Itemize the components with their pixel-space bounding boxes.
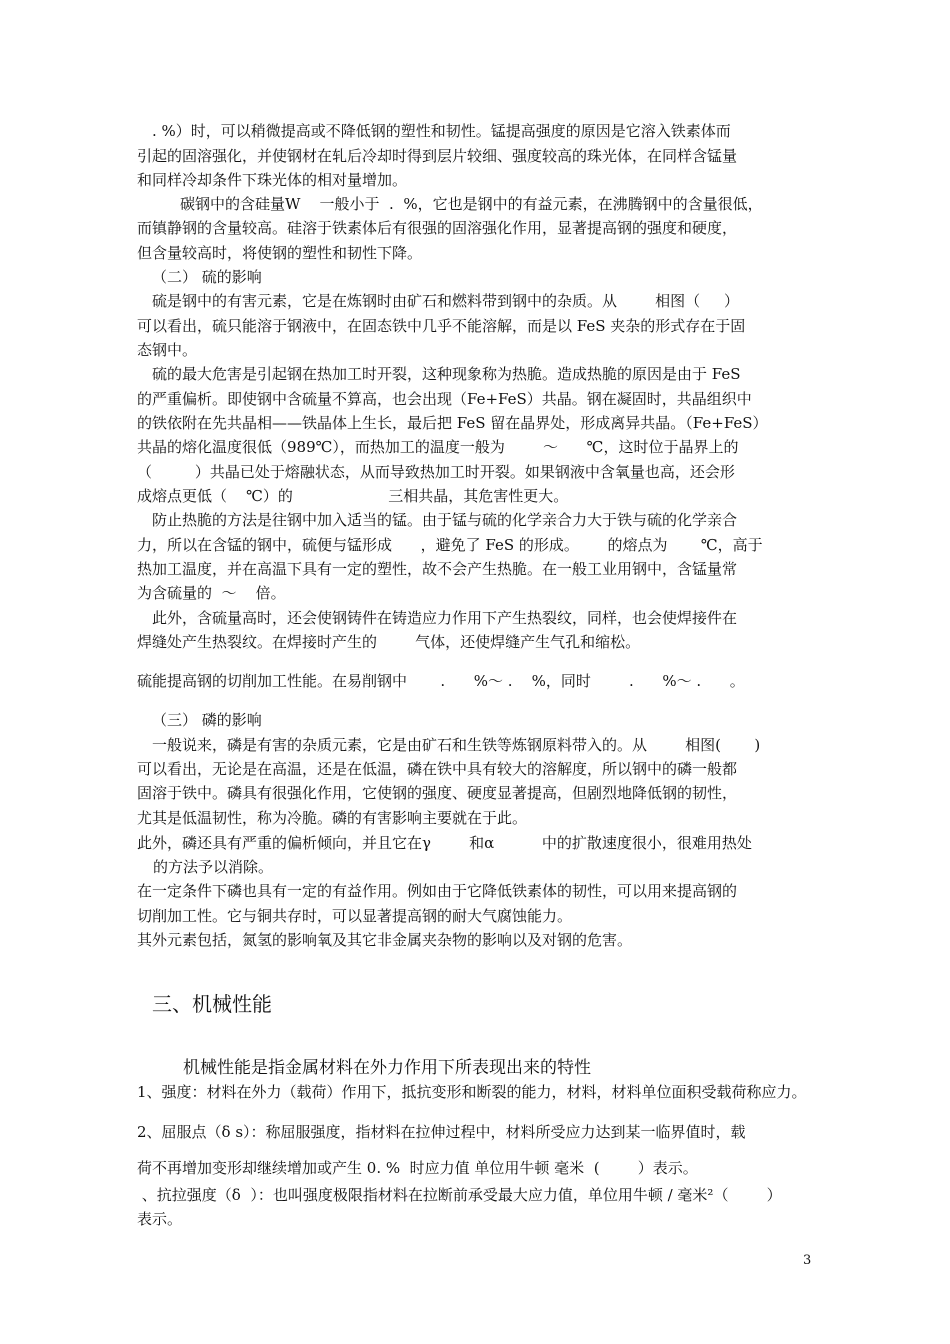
text-line: . %）时，可以稍微提高或不降低钢的塑性和韧性。锰提高强度的原因是它溶入铁素体而 [152, 122, 731, 140]
text-line: 此外，含硫量高时，还会使钢铸件在铸造应力作用下产生热裂纹，同样，也会使焊接件在 [152, 609, 738, 627]
text-line: 2、屈服点（δ s）：称屈服强度，指材料在拉伸过程中，材料所受应力达到某一临界值时，载 [137, 1123, 746, 1141]
text-line: 硫的最大危害是引起钢在热加工时开裂，这种现象称为热脆。造成热脆的原因是由于 FeS [152, 365, 741, 383]
chapter-heading: 三、机械性能 [152, 992, 272, 1016]
text-line: 为含硫量的 ～ 倍。 [137, 584, 286, 602]
text-line: 1、强度：材料在外力（载荷）作用下，抵抗变形和断裂的能力，材料，材料单位面积受载荷称应力。 [137, 1083, 807, 1101]
text-line: 碳钢中的含硅量W 一般小于 . %，它也是钢中的有益元素，在沸腾钢中的含量很低， [180, 195, 763, 213]
text-line: 一般说来，磷是有害的杂质元素，它是由矿石和生铁等炼钢原料带入的。从 相图( ) [152, 736, 761, 754]
text-line: 可以看出，无论是在高温，还是在低温，磷在铁中具有较大的溶解度，所以钢中的磷一般都 [137, 760, 738, 778]
text-line: 的方法予以消除。 [153, 858, 274, 876]
text-line: 焊缝处产生热裂纹。在焊接时产生的 气体，还使焊缝产生气孔和缩松。 [137, 633, 641, 651]
text-line: 成熔点更低（ ℃）的 三相共晶，其危害性更大。 [137, 487, 569, 505]
text-line: 表示。 [137, 1210, 183, 1228]
text-line: 力，所以在含锰的钢中，硫便与锰形成 ，避免了 FeS 的形成。 的熔点为 ℃，高于 [137, 536, 763, 554]
text-line: 硫是钢中的有害元素，它是在炼钢时由矿石和燃料带到钢中的杂质。从 相图（ ） [152, 292, 739, 310]
page-number: 3 [803, 1253, 812, 1268]
text-line: 和同样冷却条件下珠光体的相对量增加。 [137, 171, 408, 189]
text-line: 态钢中。 [137, 341, 198, 359]
text-line: 切削加工性。它与铜共存时，可以显著提高钢的耐大气腐蚀能力。 [137, 907, 573, 925]
text-line: 在一定条件下磷也具有一定的有益作用。例如由于它降低铁素体的韧性，可以用来提高钢的 [137, 882, 738, 900]
text-line: 硫能提高钢的切削加工性能。在易削钢中 . %～ . %，同时 . %～ . 。 [137, 672, 745, 690]
section-heading: （二） 硫的影响 [152, 268, 262, 286]
text-line: （ ）共晶已处于熔融状态，从而导致热加工时开裂。如果钢液中含氧量也高，还会形 [137, 463, 735, 481]
text-line: 可以看出，硫只能溶于钢液中，在固态铁中几乎不能溶解，而是以 FeS 夹杂的形式存在于固 [137, 317, 746, 335]
text-line: 、抗拉强度（δ ）：也叫强度极限指材料在拉断前承受最大应力值，单位用牛顿 / 毫米²（ ） [137, 1186, 782, 1204]
text-line: 热加工温度，并在高温下具有一定的塑性，故不会产生热脆。在一般工业用钢中，含锰量常 [137, 560, 738, 578]
text-line: 尤其是低温韧性，称为冷脆。磷的有害影响主要就在于此。 [137, 809, 528, 827]
text-line: 的铁依附在先共晶相——铁晶体上生长，最后把 FeS 留在晶界处，形成离异共晶。（Fe+FeS） [137, 414, 768, 432]
text-line: 而镇静钢的含量较高。硅溶于铁素体后有很强的固溶强化作用，显著提高钢的强度和硬度， [137, 219, 738, 237]
text-line: 荷不再增加变形却继续增加或产生 0. % 时应力值 单位用牛顿 毫米 ( ）表示。 [137, 1159, 698, 1177]
text-line: 其外元素包括，氮氢的影响氧及其它非金属夹杂物的影响以及对钢的危害。 [137, 931, 633, 949]
text-line: 的严重偏析。即使钢中含硫量不算高，也会出现（Fe+FeS）共晶。钢在凝固时，共晶组织中 [137, 390, 752, 408]
section-heading: （三） 磷的影响 [152, 711, 262, 729]
text-line: 但含量较高时，将使钢的塑性和韧性下降。 [137, 244, 423, 262]
text-line: 共晶的熔化温度很低（989℃），而热加工的温度一般为 ～ ℃，这时位于晶界上的 [137, 438, 739, 456]
text-line: 此外，磷还具有严重的偏析倾向，并且它在γ 和α 中的扩散速度很小，很难用热处 [137, 834, 752, 852]
text-line: 机械性能是指金属材料在外力作用下所表现出来的特性 [183, 1058, 591, 1078]
text-line: 防止热脆的方法是往钢中加入适当的锰。由于锰与硫的化学亲合力大于铁与硫的化学亲合 [152, 511, 738, 529]
text-line: 固溶于铁中。磷具有很强化作用，它使钢的强度、硬度显著提高，但剧烈地降低钢的韧性， [137, 784, 738, 802]
text-line: 引起的固溶强化，并使钢材在轧后冷却时得到层片较细、强度较高的珠光体，在同样含锰量 [137, 147, 738, 165]
